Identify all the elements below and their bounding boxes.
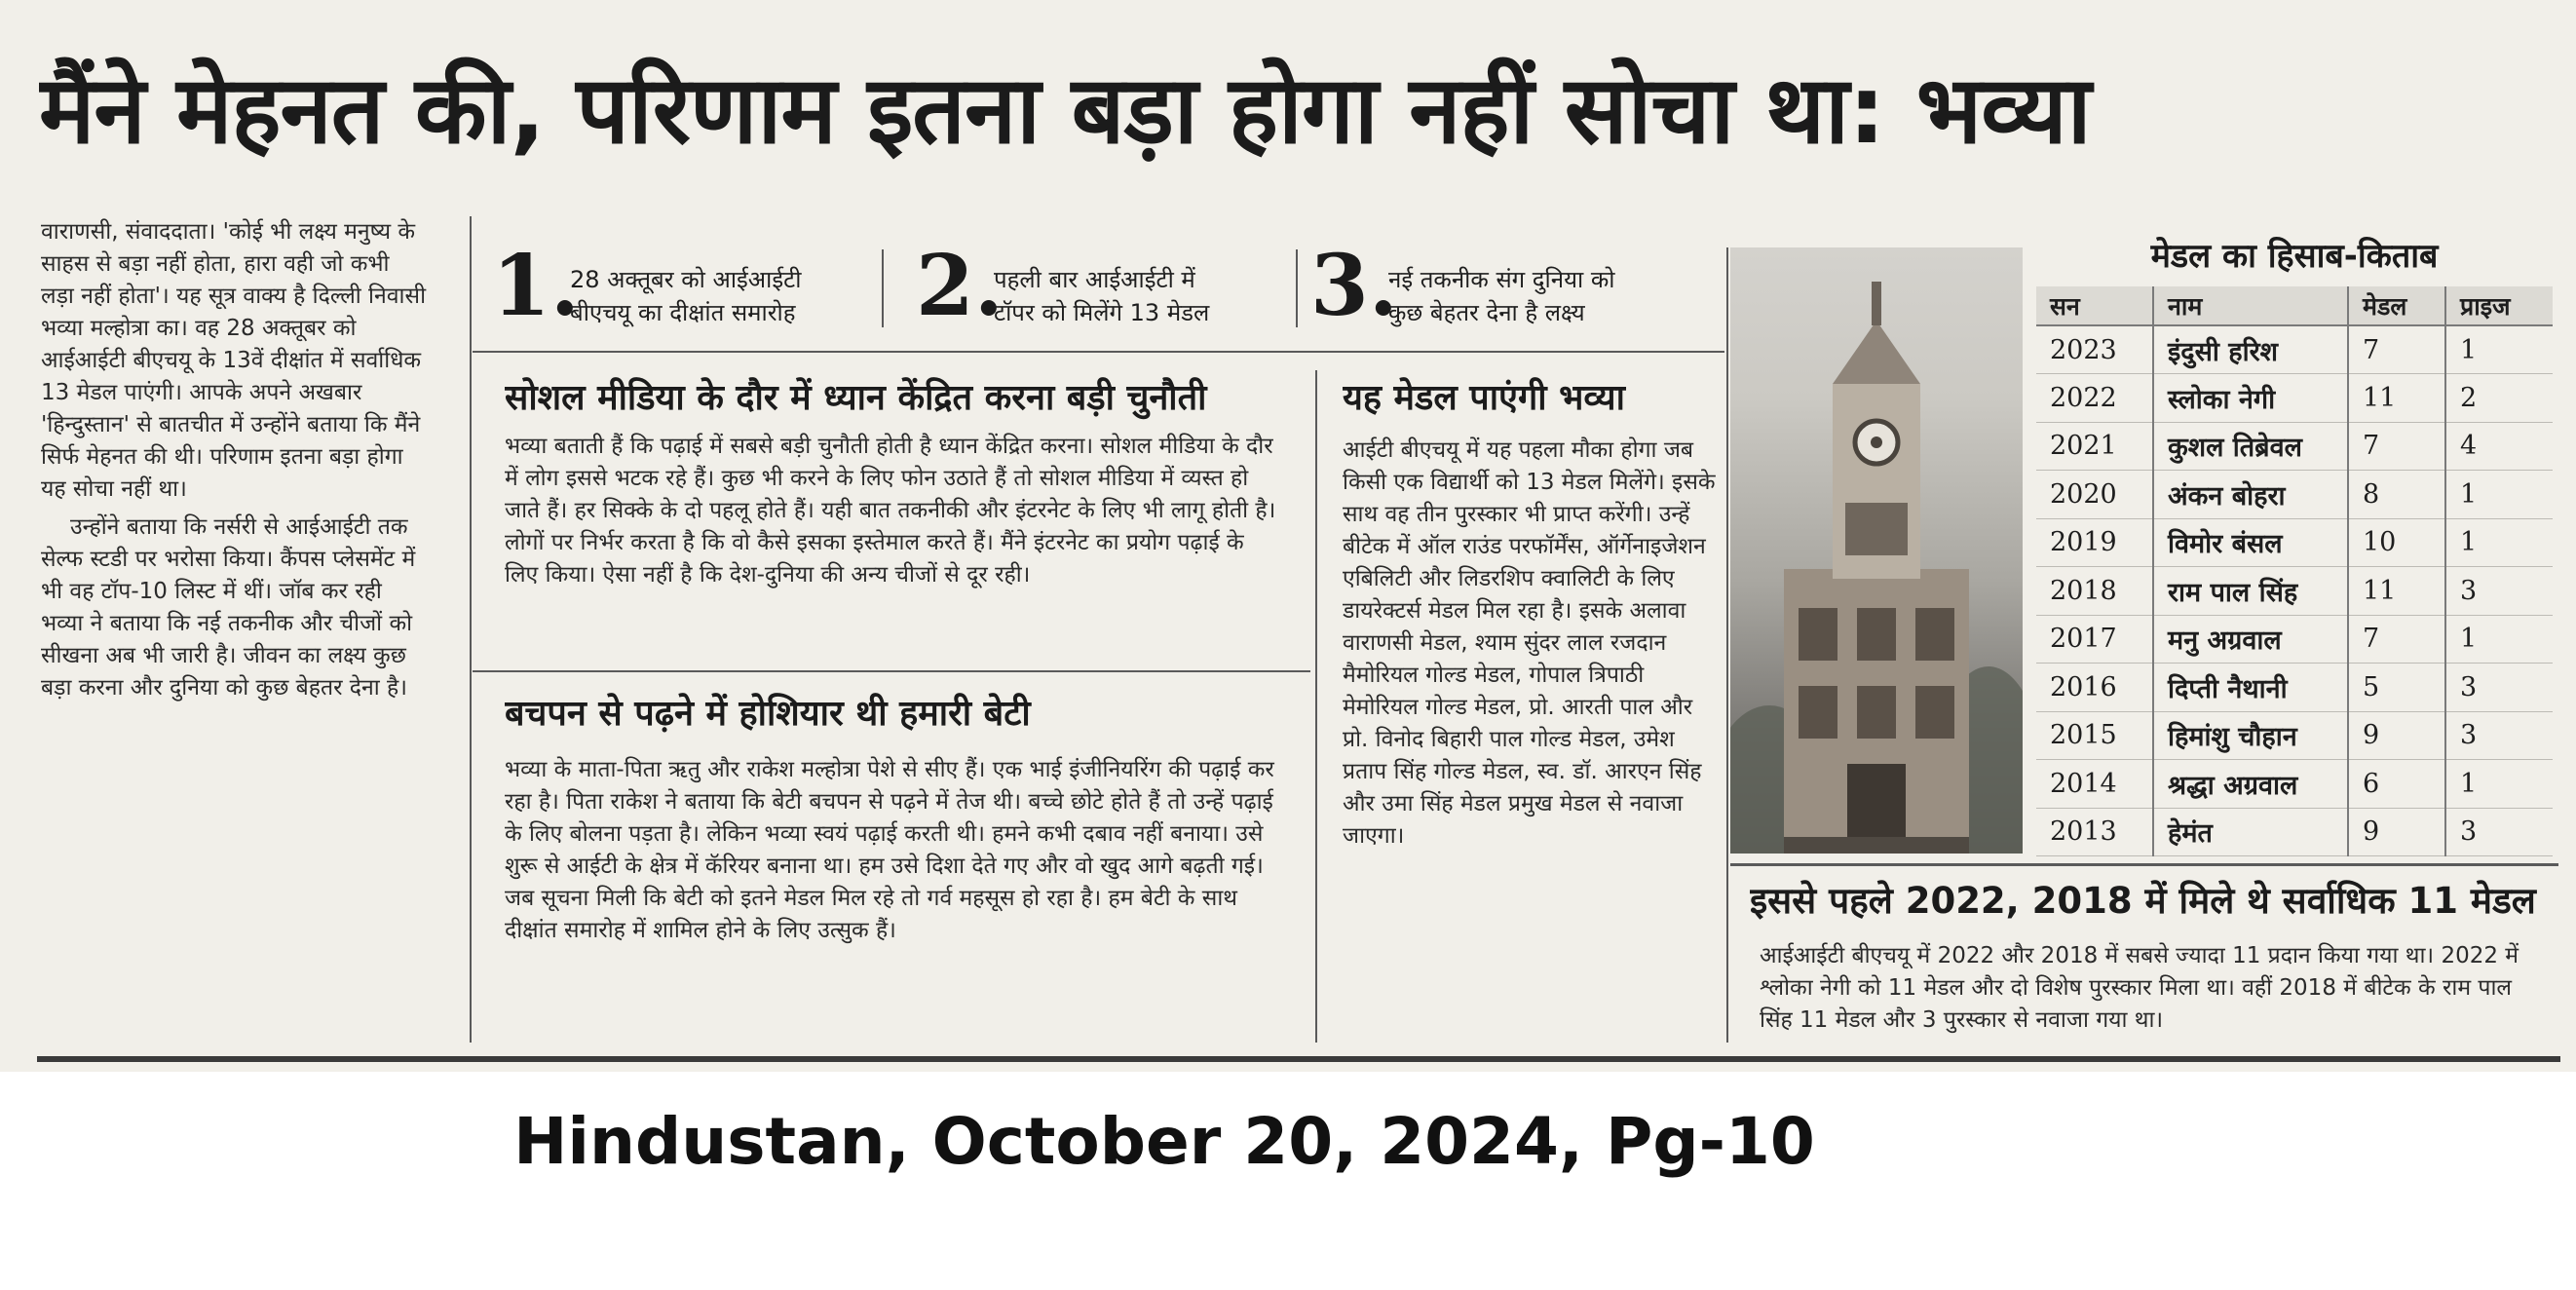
prize-cell: 3	[2445, 664, 2553, 712]
year-cell: 2021	[2036, 422, 2153, 471]
highlight-divider	[1296, 249, 1298, 327]
highlight-2	[916, 238, 1286, 345]
bottom-box-heading: इससे पहले 2022, 2018 में मिले थे सर्वाधिक 11 मेडल	[1750, 880, 2536, 922]
bottom-box-rule	[1730, 863, 2558, 866]
column-header: नाम	[2153, 286, 2348, 325]
table-header-row	[2036, 286, 2553, 325]
highlight-line: पहली बार आईआईटी में	[994, 266, 1195, 293]
prize-cell: 1	[2445, 615, 2553, 664]
table-row	[2036, 422, 2553, 471]
highlight-line: नई तकनीक संग दुनिया को	[1388, 266, 1615, 293]
bottom-rule	[37, 1056, 2560, 1062]
section-rule	[473, 670, 1310, 672]
childhood-text: भव्या के माता-पिता ऋतु और राकेश मल्होत्रा पेशे से सीए हैं। एक भाई इंजीनियरिंग की पढ़ाई कर रहा है। पिता राकेश ने बताया कि बेटी बचपन से पढ़ने में तेज थी। बच्चे छोटे होते हैं तो उन्हें पढ़ाई के लिए बोलना पड़ता है। लेकिन भव्या स्वयं पढ़ाई करती थी। हमने कभी दबाव नहीं बनाया। उसे शुरू से आईटी के क्षेत्र में कॅरियर बनाना था। हम उसे दिशा देते गए और वो खुद आगे बढ़ती गई। जब सूचना मिली कि बेटी को इतने मेडल मिल रहे तो गर्व महसूस हो रहा है। हम बेटी के साथ दीक्षांत समारोह में शामिल होने के लिए उत्सुक हैं।	[505, 757, 1274, 943]
prize-cell: 4	[2445, 422, 2553, 471]
medals-cell: 7	[2348, 615, 2445, 664]
social-media-heading: सोशल मीडिया के दौर में ध्यान केंद्रित करना बड़ी चुनौती	[505, 378, 1207, 418]
year-cell: 2017	[2036, 615, 2153, 664]
medals-cell: 10	[2348, 518, 2445, 567]
name-cell: इंदुसी हरिश	[2153, 325, 2348, 374]
table-row	[2036, 615, 2553, 664]
highlight-divider	[882, 249, 884, 327]
table-row	[2036, 567, 2553, 616]
table-row	[2036, 471, 2553, 519]
name-cell: राम पाल सिंह	[2153, 567, 2348, 616]
prize-cell: 1	[2445, 518, 2553, 567]
name-cell: हेमंत	[2153, 808, 2348, 856]
highlight-number: 1.	[492, 237, 580, 335]
name-cell: अंकन बोहरा	[2153, 471, 2348, 519]
bottom-box-text: आईआईटी बीएचयू में 2022 और 2018 में सबसे ज्यादा 11 प्रदान किया गया था। 2022 में श्लोका नेगी को 11 मेडल और दो विशेष पुरस्कार मिला था। वहीं 2018 में बीटेक के राम पाल सिंह 11 मेडल और 3 पुरस्कार से नवाजा गया था।	[1760, 943, 2519, 1033]
prize-cell: 2	[2445, 374, 2553, 423]
column-divider	[1315, 370, 1317, 1043]
table-row	[2036, 518, 2553, 567]
year-cell: 2022	[2036, 374, 2153, 423]
medals-cell: 9	[2348, 808, 2445, 856]
highlight-number: 2.	[916, 237, 1004, 335]
medal-table-title: मेडल का हिसाब-किताब	[2150, 237, 2439, 276]
table-row	[2036, 325, 2553, 374]
prize-cell: 3	[2445, 711, 2553, 760]
left-column-para-2: उन्होंने बताया कि नर्सरी से आईआईटी तक सेल्फ स्टडी पर भरोसा किया। कैंपस प्लेसमेंट में भी वह टॉप-10 लिस्ट में थीं। जॉब कर रही भव्या ने बताया कि नई तकनीक और चीजों को सीखना अब भी जारी है। जीवन का लक्ष्य कुछ बड़ा करना और दुनिया को कुछ बेहतर देना है।	[41, 514, 416, 701]
name-cell: श्रद्धा अग्रवाल	[2153, 760, 2348, 809]
childhood-heading: बचपन से पढ़ने में होशियार थी हमारी बेटी	[505, 694, 1031, 734]
name-cell: दिप्ती नैथानी	[2153, 664, 2348, 712]
table-row	[2036, 808, 2553, 856]
medals-cell: 7	[2348, 325, 2445, 374]
column-header: सन	[2036, 286, 2153, 325]
prize-cell: 1	[2445, 471, 2553, 519]
year-cell: 2023	[2036, 325, 2153, 374]
medals-cell: 7	[2348, 422, 2445, 471]
name-cell: हिमांशु चौहान	[2153, 711, 2348, 760]
prize-cell: 1	[2445, 325, 2553, 374]
building-illustration	[1730, 247, 2023, 854]
social-media-text: भव्या बताती हैं कि पढ़ाई में सबसे बड़ी चुनौती होती है ध्यान केंद्रित करना। सोशल मीडिया के दौर में लोग इससे भटक रहे हैं। कुछ भी करने के लिए फोन उठाते हैं तो सोशल मीडिया में व्यस्त हो जाते हैं। हर सिक्के के दो पहलू होते हैं। यही बात तकनीकी और इंटरनेट के लिए भी लागू होती है। लोगों पर निर्भर करता है कि वो कैसे इसका इस्तेमाल करते हैं। मैंने इंटरनेट का प्रयोग पढ़ाई के लिए किया। ऐसा नहीं है कि देश-दुनिया की अन्य चीजों से दूर रही।	[505, 434, 1276, 588]
prize-cell: 3	[2445, 808, 2553, 856]
table-row	[2036, 664, 2553, 712]
highlight-line: 28 अक्तूबर को आईआईटी	[570, 266, 802, 293]
column-divider	[1726, 247, 1728, 1043]
name-cell: स्लोका नेगी	[2153, 374, 2348, 423]
medals-text: आईटी बीएचयू में यह पहला मौका होगा जब किसी एक विद्यार्थी को 13 मेडल मिलेंगे। इसके साथ वह तीन पुरस्कार भी प्राप्त करेंगी। उन्हें बीटेक में ऑल राउंड परफॉर्मेंस, ऑर्गेनाइजेशन एबिलिटी और लिडरशिप क्वालिटी के लिए डायरेक्टर्स मेडल मिल रहा है। इसके अलावा वाराणसी मेडल, श्याम सुंदर लाल रजदान मैमोरियल गोल्ड मेडल, गोपाल त्रिपाठी मेमोरियल गोल्ड मेडल, प्रो. आरती पाल और प्रो. विनोद बिहारी पाल गोल्ड मेडल, उमेश प्रताप सिंह गोल्ड मेडल, स्व. डॉ. आरएन सिंह और उमा सिंह मेडल प्रमुख मेडल से नवाजा जाएगा।	[1343, 437, 1716, 849]
table-row	[2036, 374, 2553, 423]
source-caption: Hindustan, October 20, 2024, Pg-10	[513, 1104, 1815, 1179]
year-cell: 2020	[2036, 471, 2153, 519]
medals-cell: 9	[2348, 711, 2445, 760]
medal-table	[2036, 286, 2553, 856]
year-cell: 2016	[2036, 664, 2153, 712]
medals-cell: 5	[2348, 664, 2445, 712]
table-row	[2036, 711, 2553, 760]
highlight-line: कुछ बेहतर देना है लक्ष्य	[1388, 299, 1585, 326]
year-cell: 2018	[2036, 567, 2153, 616]
column-divider	[470, 216, 472, 1043]
left-column-article	[41, 216, 429, 1030]
medals-cell: 11	[2348, 374, 2445, 423]
highlight-3	[1310, 238, 1720, 345]
name-cell: कुशल तिब्रेवल	[2153, 422, 2348, 471]
year-cell: 2013	[2036, 808, 2153, 856]
year-cell: 2019	[2036, 518, 2153, 567]
prize-cell: 1	[2445, 760, 2553, 809]
name-cell: विमोर बंसल	[2153, 518, 2348, 567]
medals-cell: 6	[2348, 760, 2445, 809]
highlight-line: बीएचयू का दीक्षांत समारोह	[570, 299, 796, 326]
medals-cell: 11	[2348, 567, 2445, 616]
highlights-rule	[473, 351, 1724, 353]
highlight-line: टॉपर को मिलेंगे 13 मेडल	[994, 299, 1210, 326]
medals-heading: यह मेडल पाएंगी भव्या	[1343, 378, 1625, 418]
column-header: मेडल	[2348, 286, 2445, 325]
name-cell: मनु अग्रवाल	[2153, 615, 2348, 664]
highlight-1	[492, 238, 872, 345]
headline: मैंने मेहनत की, परिणाम इतना बड़ा होगा नहीं सोचा था: भव्या	[39, 56, 2091, 165]
column-header: प्राइज	[2445, 286, 2553, 325]
left-column-para-1: वाराणसी, संवाददाता। 'कोई भी लक्ष्य मनुष्य के साहस से बड़ा नहीं होता, हारा वही जो कभी लड़ा नहीं होता'। यह सूत्र वाक्य है दिल्ली निवासी भव्या मल्होत्रा का। वह 28 अक्तूबर को आईआईटी बीएचयू के 13वें दीक्षांत में सर्वाधिक 13 मेडल पाएंगी। आपके अपने अखबार 'हिन्दुस्तान' से बातचीत में उन्होंने बताया कि मैंने सिर्फ मेहनत की थी। परिणाम इतना बड़ा होगा यह सोचा नहीं था।	[41, 219, 427, 502]
medals-cell: 8	[2348, 471, 2445, 519]
highlight-number: 3.	[1310, 237, 1398, 335]
prize-cell: 3	[2445, 567, 2553, 616]
year-cell: 2015	[2036, 711, 2153, 760]
year-cell: 2014	[2036, 760, 2153, 809]
table-row	[2036, 760, 2553, 809]
clock-tower-photo	[1730, 247, 2023, 854]
